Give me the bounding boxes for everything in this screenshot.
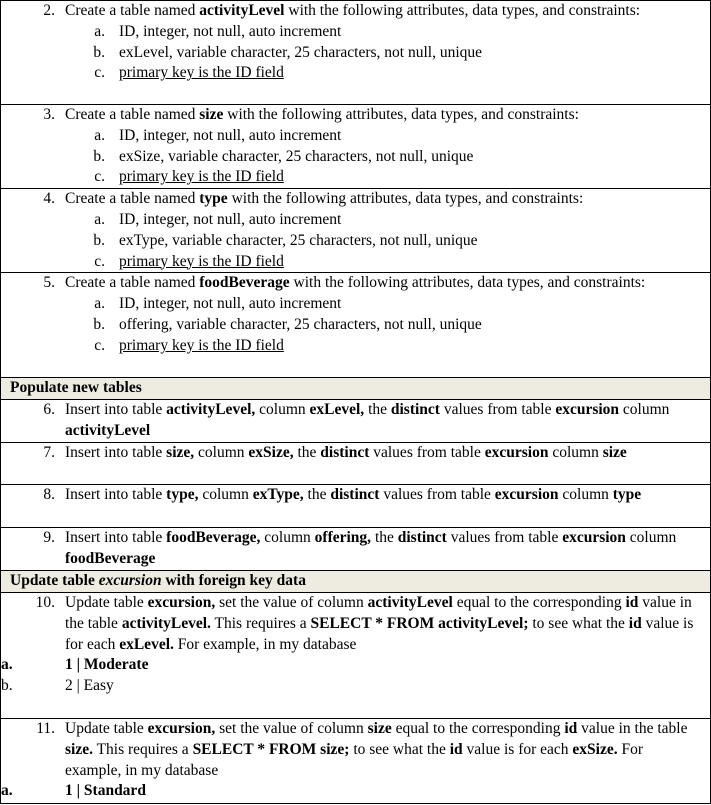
- section-header-populate: [1, 378, 711, 400]
- bold-term: distinct: [390, 401, 440, 419]
- table-row: [1, 592, 711, 718]
- instruction-text: [1, 443, 710, 464]
- section-header-update: [1, 570, 711, 592]
- sub-text: ID, integer, not null, auto increment: [119, 126, 342, 144]
- instruction-text: [1, 400, 710, 442]
- sub-text: 2 | Easy: [65, 677, 114, 695]
- instruction-cell: [1, 1, 711, 105]
- bold-term: size.: [65, 740, 93, 758]
- text: value is for each: [65, 614, 694, 653]
- bold-term: foodBeverage: [65, 549, 156, 567]
- sub-label-text: a.: [1, 782, 13, 800]
- text: to see what the: [528, 614, 629, 632]
- list-item: [1, 676, 710, 697]
- text: with the following attributes, data types, and constraints:: [227, 190, 584, 208]
- table-row: [1, 105, 711, 189]
- text: values from table: [369, 443, 485, 461]
- bold-term: offering,: [314, 528, 372, 546]
- sub-label: a.: [94, 22, 105, 40]
- sub-text: exType, variable character, 25 characters, not null, unique: [119, 231, 478, 249]
- list-item: [1, 126, 710, 147]
- text: Create a table named: [65, 106, 200, 123]
- item-number: 4.: [43, 190, 55, 208]
- text: value in the table: [577, 719, 688, 737]
- bold-term: SELECT * FROM size;: [192, 740, 350, 758]
- text: column: [619, 401, 670, 419]
- item-number: 9.: [43, 528, 55, 546]
- instruction-cell: [1, 400, 711, 443]
- sub-text: offering, variable character, 25 characters, not null, unique: [119, 315, 482, 333]
- text: with the following attributes, data types, and constraints:: [223, 106, 579, 123]
- bold-term: exLevel.: [119, 635, 174, 653]
- sub-text: primary key is the ID field: [119, 64, 284, 82]
- text: values from table: [439, 401, 556, 419]
- bold-term: exSize.: [572, 740, 618, 758]
- table-name: foodBeverage: [199, 274, 290, 292]
- bold-term: excursion,: [147, 593, 216, 611]
- text: values from table: [379, 485, 495, 503]
- instruction-cell: [1, 718, 711, 803]
- instruction-cell: [1, 105, 711, 189]
- bold-term: exSize,: [248, 443, 294, 461]
- table-row: [1, 400, 711, 443]
- sub-text: 1 | Standard: [65, 782, 146, 800]
- sub-text: ID, integer, not null, auto increment: [119, 22, 342, 40]
- text: value in the table: [65, 593, 692, 632]
- text: column: [625, 528, 677, 546]
- list-item: [1, 63, 710, 84]
- table-name: size: [199, 106, 224, 123]
- bold-term: size,: [166, 443, 195, 461]
- item-number: 11.: [36, 719, 55, 737]
- text: This requires a: [92, 740, 193, 758]
- bold-term: exLevel,: [309, 401, 365, 419]
- item-number: 2.: [43, 2, 55, 19]
- table-row: [1, 442, 711, 484]
- table-row: [1, 189, 711, 273]
- bold-term: size: [602, 443, 627, 461]
- text: column: [260, 528, 315, 546]
- list-item: [1, 147, 710, 168]
- instruction-cell: [1, 527, 711, 570]
- bold-term: excursion: [494, 485, 559, 503]
- text: equal to the corresponding: [452, 593, 626, 611]
- list-item: [1, 294, 710, 315]
- item-number: 3.: [43, 106, 55, 123]
- text: column: [198, 485, 253, 503]
- table-row: [1, 718, 711, 803]
- text: set the value of column: [215, 719, 368, 737]
- sub-label: a.: [94, 210, 105, 228]
- bold-term: excursion: [484, 443, 549, 461]
- bold-term: excursion: [555, 401, 620, 419]
- bold-term: excursion,: [147, 719, 216, 737]
- sub-label: a.: [94, 126, 105, 144]
- text: equal to the corresponding: [391, 719, 565, 737]
- instruction-text: [1, 528, 710, 570]
- text: For example, in my database: [173, 635, 357, 653]
- instruction-cell: [1, 592, 711, 718]
- bold-term: distinct: [397, 528, 447, 546]
- instruction-text: [1, 1, 710, 22]
- bold-term: distinct: [320, 443, 370, 461]
- sub-label: b.: [93, 147, 105, 165]
- bold-term: activityLevel: [367, 593, 453, 611]
- sub-label: b.: [93, 231, 105, 249]
- bold-term: SELECT * FROM activityLevel;: [310, 614, 529, 632]
- bold-term: activityLevel.: [121, 614, 211, 632]
- bold-term: type,: [166, 485, 199, 503]
- list-item: [1, 167, 710, 188]
- sub-label: [1, 781, 65, 802]
- bold-term: size: [367, 719, 392, 737]
- table-row: [1, 570, 711, 592]
- item-number: 8.: [43, 485, 55, 503]
- list-item: [1, 336, 710, 357]
- text: Update table: [65, 719, 148, 737]
- sub-label: c.: [94, 336, 105, 354]
- text: to see what the: [349, 740, 450, 758]
- instruction-text: [1, 485, 710, 506]
- bold-term: id: [449, 740, 463, 758]
- sub-text: 1 | Moderate: [65, 656, 149, 674]
- sub-label: c.: [94, 252, 105, 270]
- text: with the following attributes, data types, and constraints:: [284, 2, 641, 19]
- text: set the value of column: [215, 593, 368, 611]
- sub-label: b.: [93, 315, 105, 333]
- list-item: [1, 252, 710, 273]
- item-number: 5.: [43, 274, 55, 292]
- text: This requires a: [210, 614, 311, 632]
- instruction-text: [1, 105, 710, 126]
- sub-text: primary key is the ID field: [119, 168, 284, 186]
- text: For example, in my database: [65, 740, 644, 779]
- list-item: [1, 655, 710, 676]
- text: Create a table named: [65, 190, 200, 208]
- sub-label-text: a.: [1, 656, 13, 674]
- sub-label: c.: [94, 168, 105, 186]
- sub-text: ID, integer, not null, auto increment: [119, 295, 342, 313]
- text: column: [194, 443, 249, 461]
- instruction-cell: [1, 484, 711, 527]
- instruction-cell: [1, 189, 711, 273]
- list-item: [1, 210, 710, 231]
- item-number: 10.: [35, 593, 55, 611]
- bold-term: exType,: [252, 485, 304, 503]
- bold-term: id: [564, 719, 578, 737]
- list-item: [1, 22, 710, 43]
- text: the: [303, 485, 331, 503]
- bold-term: id: [625, 593, 639, 611]
- list-item: [1, 43, 710, 64]
- sub-text: ID, integer, not null, auto increment: [119, 210, 342, 228]
- instruction-cell: [1, 442, 711, 484]
- bold-term: id: [628, 614, 642, 632]
- table-name: type: [199, 190, 228, 208]
- table-row: [1, 378, 711, 400]
- sub-text: exLevel, variable character, 25 characters, not null, unique: [119, 43, 483, 61]
- text: value is for each: [462, 740, 573, 758]
- sub-label-text: b.: [1, 677, 13, 695]
- table-name: activityLevel: [199, 2, 285, 19]
- list-item: [1, 781, 710, 802]
- text: column: [548, 443, 603, 461]
- text: Update table: [65, 593, 148, 611]
- text: Insert into table: [65, 528, 167, 546]
- sub-label: c.: [94, 64, 105, 82]
- text: Insert into table: [65, 485, 167, 503]
- instruction-text: [1, 273, 710, 294]
- list-item: [1, 231, 710, 252]
- sub-text: exSize, variable character, 25 characters, not null, unique: [119, 147, 474, 165]
- sub-label: b.: [93, 43, 105, 61]
- text: the: [371, 528, 398, 546]
- sub-text: primary key is the ID field: [119, 252, 284, 270]
- bold-term: distinct: [330, 485, 380, 503]
- instruction-text: [1, 719, 710, 781]
- bold-term: foodBeverage,: [166, 528, 261, 546]
- sub-label: [1, 676, 65, 697]
- text: Create a table named: [65, 2, 200, 19]
- sub-text: primary key is the ID field: [119, 336, 284, 354]
- table-row: [1, 527, 711, 570]
- list-item: [1, 315, 710, 336]
- bold-term: activityLevel: [65, 422, 151, 440]
- section-title: with foreign key data: [161, 571, 306, 589]
- text: values from table: [446, 528, 563, 546]
- text: Create a table named: [65, 274, 200, 292]
- text: Insert into table: [65, 443, 167, 461]
- section-title: Populate new tables: [10, 379, 142, 397]
- table-row: [1, 484, 711, 527]
- text: with the following attributes, data types, and constraints:: [289, 274, 646, 292]
- table-row: [1, 1, 711, 105]
- text: column: [558, 485, 613, 503]
- section-title: Update table: [10, 571, 99, 589]
- sub-label: a.: [94, 295, 105, 313]
- bold-term: excursion: [562, 528, 626, 546]
- instruction-cell: [1, 273, 711, 378]
- section-title-table: excursion: [98, 571, 162, 589]
- sub-label: [1, 655, 65, 676]
- text: the: [364, 401, 391, 419]
- item-number: 7.: [43, 443, 55, 461]
- instruction-text: [1, 189, 710, 210]
- bold-term: type: [612, 485, 642, 503]
- text: Insert into table: [65, 401, 167, 419]
- table-row: [1, 273, 711, 378]
- bold-term: activityLevel,: [166, 401, 256, 419]
- text: the: [293, 443, 321, 461]
- text: column: [255, 401, 310, 419]
- item-number: 6.: [43, 401, 55, 419]
- instruction-text: [1, 593, 710, 655]
